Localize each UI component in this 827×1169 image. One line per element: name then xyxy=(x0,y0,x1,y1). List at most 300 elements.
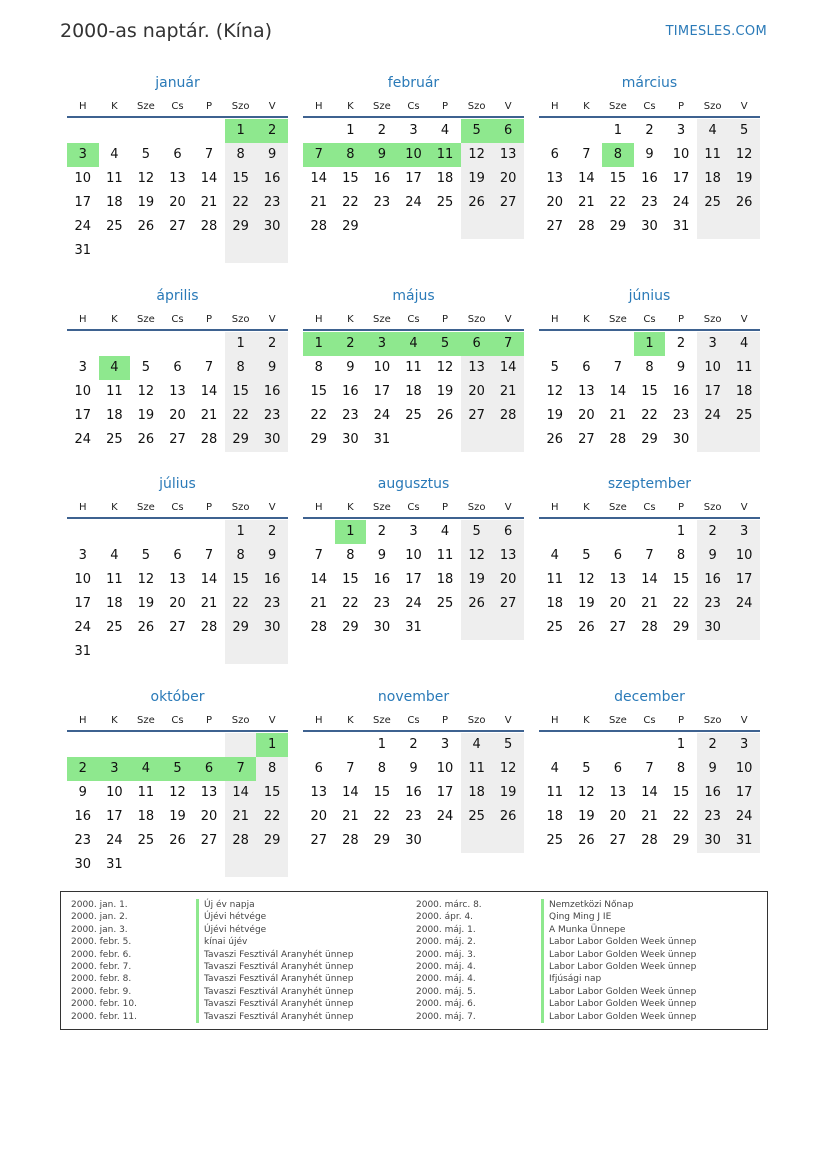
day-cell: 5 xyxy=(162,757,194,781)
day-cell: 23 xyxy=(373,195,391,210)
day-cell: 24 xyxy=(74,219,92,234)
day-cell: 18 xyxy=(546,809,564,824)
day-cell: 20 xyxy=(492,167,524,191)
day-cell: 22 xyxy=(225,404,257,428)
day-cell: 23 xyxy=(373,596,391,611)
day-cell: 3 xyxy=(697,332,729,356)
day-cell: 21 xyxy=(342,809,359,824)
empty-day-cell xyxy=(162,332,194,356)
month-name: november xyxy=(377,689,450,705)
day-cell: 23 xyxy=(405,809,422,824)
holiday-row xyxy=(71,936,353,948)
day-cell: 11 xyxy=(461,757,493,781)
empty-day-cell xyxy=(130,520,162,544)
day-cell: 2 xyxy=(256,520,288,544)
empty-day-cell xyxy=(539,520,571,544)
day-cell: 7 xyxy=(645,761,654,776)
day-cell: 22 xyxy=(342,596,359,611)
empty-day-cell xyxy=(398,428,430,452)
day-cell: 21 xyxy=(641,596,658,611)
day-cell: 25 xyxy=(546,833,564,848)
day-cell: 18 xyxy=(436,572,454,587)
day-cell: 22 xyxy=(310,408,328,423)
empty-day-cell xyxy=(366,215,398,239)
month-name: március xyxy=(621,75,678,91)
holiday-row xyxy=(71,911,353,923)
day-cell: 18 xyxy=(106,195,123,210)
weekday-label: P xyxy=(678,101,685,112)
day-cell: 22 xyxy=(225,592,257,616)
day-cell: 28 xyxy=(200,620,218,635)
day-cell: 24 xyxy=(405,596,422,611)
day-cell: 14 xyxy=(200,572,218,587)
day-cell: 5 xyxy=(550,360,559,375)
holiday-name: Tavaszi Fesztivál Aranyhét ünnep xyxy=(196,949,353,961)
weekday-header xyxy=(539,710,760,732)
day-cell: 25 xyxy=(436,596,454,611)
month-name: december xyxy=(614,689,685,705)
empty-day-cell xyxy=(398,215,430,239)
weekday-label: P xyxy=(442,101,449,112)
empty-day-cell xyxy=(130,119,162,143)
empty-day-cell xyxy=(225,640,257,664)
brand-link[interactable]: TIMESLES.COM xyxy=(665,24,767,39)
weekday-label: H xyxy=(551,101,559,112)
weekday-label: V xyxy=(504,502,512,513)
weekday-label: Szo xyxy=(467,314,486,325)
weekday-label: Cs xyxy=(171,715,184,726)
day-cell: 17 xyxy=(405,171,422,186)
weekday-label: V xyxy=(740,314,748,325)
day-cell: 10 xyxy=(405,548,422,563)
weekday-header xyxy=(67,309,288,331)
day-cell: 9 xyxy=(645,147,654,162)
weekday-header xyxy=(539,309,760,331)
holiday-date: 2000. máj. 1. xyxy=(416,924,476,935)
weekday-label: Szo xyxy=(231,502,250,513)
day-cell: 8 xyxy=(346,548,355,563)
empty-day-cell xyxy=(634,733,666,757)
month-2 xyxy=(303,70,524,239)
weekday-label: H xyxy=(315,314,323,325)
day-cell: 10 xyxy=(373,360,391,375)
day-cell: 19 xyxy=(461,167,493,191)
day-cell: 1 xyxy=(676,524,686,539)
day-cell: 1 xyxy=(676,737,686,752)
day-cell: 14 xyxy=(225,781,257,805)
holiday-name: Qing Ming J IE xyxy=(541,911,611,923)
day-cell: 6 xyxy=(582,360,591,375)
day-cell: 13 xyxy=(461,356,493,380)
weekday-label: V xyxy=(504,101,512,112)
holiday-date: 2000. ápr. 4. xyxy=(416,912,474,923)
day-cell: 8 xyxy=(225,143,257,167)
day-cell: 16 xyxy=(342,384,359,399)
day-cell: 21 xyxy=(200,195,218,210)
day-cell: 19 xyxy=(546,408,564,423)
empty-day-cell xyxy=(99,332,131,356)
weekday-label: Szo xyxy=(467,101,486,112)
month-3 xyxy=(539,70,760,239)
day-cell: 16 xyxy=(256,167,288,191)
day-cell: 3 xyxy=(409,123,418,138)
day-cell: 5 xyxy=(141,360,151,375)
day-cell: 17 xyxy=(728,781,760,805)
empty-day-cell xyxy=(697,428,729,452)
holiday-date: 2000. febr. 8. xyxy=(71,974,132,985)
day-cell: 10 xyxy=(436,761,454,776)
holiday-row xyxy=(416,911,696,923)
weekday-label: H xyxy=(551,715,559,726)
holiday-name: kínai újév xyxy=(196,936,247,948)
holiday-column-right xyxy=(416,899,696,1023)
day-cell: 6 xyxy=(613,761,623,776)
month-name: május xyxy=(392,288,435,304)
day-cell: 22 xyxy=(672,809,690,824)
month-6 xyxy=(539,283,760,452)
weekday-label: Szo xyxy=(231,314,250,325)
holiday-row xyxy=(71,986,353,998)
empty-day-cell xyxy=(429,215,461,239)
day-cell: 12 xyxy=(546,384,564,399)
weekday-label: Szo xyxy=(703,502,722,513)
day-cell: 29 xyxy=(641,432,658,447)
day-cell: 31 xyxy=(74,644,92,659)
day-cell: 6 xyxy=(193,757,225,781)
holiday-date: 2000. febr. 7. xyxy=(71,961,132,972)
weekday-label: K xyxy=(583,314,590,325)
empty-day-cell xyxy=(492,829,524,853)
day-cell: 19 xyxy=(578,809,595,824)
holiday-row xyxy=(71,924,353,936)
weekday-label: Sze xyxy=(609,502,627,513)
empty-day-cell xyxy=(461,829,493,853)
day-cell: 11 xyxy=(728,356,760,380)
holiday-date: 2000. febr. 6. xyxy=(71,949,132,960)
day-cell: 11 xyxy=(546,572,564,587)
day-cell: 1 xyxy=(256,733,288,757)
day-cell: 24 xyxy=(672,195,690,210)
empty-day-cell xyxy=(728,428,760,452)
empty-day-cell xyxy=(571,119,603,143)
day-cell: 13 xyxy=(169,572,186,587)
weekday-label: P xyxy=(442,502,449,513)
day-cell: 25 xyxy=(405,408,422,423)
weekday-label: Sze xyxy=(137,101,155,112)
day-cell: 9 xyxy=(256,356,288,380)
day-grid xyxy=(67,732,288,877)
holiday-name: Nemzetközi Nőnap xyxy=(541,899,633,911)
holiday-row xyxy=(71,949,353,961)
day-cell: 13 xyxy=(492,544,524,568)
holiday-name: Tavaszi Fesztivál Aranyhét ünnep xyxy=(196,986,353,998)
day-cell: 28 xyxy=(578,219,595,234)
month-10 xyxy=(67,684,288,877)
holiday-name: Újévi hétvége xyxy=(196,924,266,936)
day-cell: 2 xyxy=(645,123,654,138)
day-cell: 19 xyxy=(137,195,155,210)
weekday-label: V xyxy=(268,502,276,513)
day-cell: 4 xyxy=(461,733,493,757)
day-cell: 1 xyxy=(377,737,387,752)
weekday-label: Cs xyxy=(643,314,656,325)
empty-day-cell xyxy=(193,853,225,877)
empty-day-cell xyxy=(193,332,225,356)
day-cell: 11 xyxy=(436,548,454,563)
holiday-date: 2000. febr. 11. xyxy=(71,1011,137,1022)
day-cell: 3 xyxy=(99,757,131,781)
weekday-label: V xyxy=(268,314,276,325)
weekday-label: V xyxy=(740,715,748,726)
empty-day-cell xyxy=(193,239,225,263)
empty-day-cell xyxy=(461,616,493,640)
day-cell: 20 xyxy=(461,380,493,404)
empty-day-cell xyxy=(162,853,194,877)
day-cell: 4 xyxy=(130,757,162,781)
day-cell: 25 xyxy=(546,620,564,635)
day-cell: 9 xyxy=(676,360,686,375)
day-cell: 17 xyxy=(405,572,422,587)
day-cell: 14 xyxy=(310,572,328,587)
day-cell: 1 xyxy=(225,520,257,544)
day-cell: 8 xyxy=(314,360,323,375)
holiday-name: Tavaszi Fesztivál Aranyhét ünnep xyxy=(196,961,353,973)
day-cell: 20 xyxy=(578,408,595,423)
weekday-label: P xyxy=(206,502,213,513)
holiday-name: Újévi hétvége xyxy=(196,911,266,923)
day-cell: 12 xyxy=(578,572,595,587)
day-cell: 1 xyxy=(225,119,257,143)
day-cell: 21 xyxy=(225,805,257,829)
day-cell: 27 xyxy=(609,620,627,635)
day-cell: 19 xyxy=(137,596,155,611)
day-cell: 29 xyxy=(672,620,690,635)
weekday-header xyxy=(67,710,288,732)
empty-day-cell xyxy=(130,853,162,877)
day-cell: 6 xyxy=(173,147,182,162)
day-cell: 12 xyxy=(137,384,155,399)
empty-day-cell xyxy=(99,119,131,143)
day-cell: 11 xyxy=(405,360,422,375)
day-cell: 3 xyxy=(409,524,418,539)
holiday-row xyxy=(416,986,696,998)
day-cell: 29 xyxy=(310,432,328,447)
empty-day-cell xyxy=(130,733,162,757)
day-cell: 4 xyxy=(440,123,450,138)
day-cell: 28 xyxy=(225,829,257,853)
day-cell: 2 xyxy=(256,119,288,143)
day-cell: 4 xyxy=(110,548,119,563)
empty-day-cell xyxy=(67,520,99,544)
day-cell: 30 xyxy=(342,432,359,447)
day-cell: 3 xyxy=(78,548,87,563)
empty-day-cell xyxy=(130,332,162,356)
empty-day-cell xyxy=(193,640,225,664)
empty-day-cell xyxy=(99,733,131,757)
day-cell: 22 xyxy=(373,809,391,824)
empty-day-cell xyxy=(602,520,634,544)
day-cell: 10 xyxy=(398,143,430,167)
holiday-name: Labor Labor Golden Week ünnep xyxy=(541,961,696,973)
weekday-label: H xyxy=(551,502,559,513)
day-cell: 14 xyxy=(641,572,658,587)
weekday-header xyxy=(539,96,760,118)
day-cell: 15 xyxy=(342,572,359,587)
day-cell: 8 xyxy=(225,544,257,568)
day-cell: 1 xyxy=(346,123,355,138)
day-cell: 17 xyxy=(106,809,123,824)
day-cell: 18 xyxy=(697,167,729,191)
day-cell: 15 xyxy=(342,171,359,186)
day-cell: 8 xyxy=(602,143,634,167)
empty-day-cell xyxy=(162,239,194,263)
holiday-name: Ifjúsági nap xyxy=(541,973,601,985)
empty-day-cell xyxy=(99,520,131,544)
day-cell: 23 xyxy=(74,833,92,848)
holiday-date: 2000. jan. 1. xyxy=(71,900,128,910)
day-cell: 2 xyxy=(377,123,387,138)
day-cell: 24 xyxy=(74,620,92,635)
day-cell: 18 xyxy=(728,380,760,404)
day-cell: 27 xyxy=(546,219,564,234)
day-cell: 20 xyxy=(169,596,186,611)
day-cell: 17 xyxy=(74,408,92,423)
empty-day-cell xyxy=(225,239,257,263)
day-cell: 21 xyxy=(609,408,627,423)
month-name: február xyxy=(387,75,440,91)
day-cell: 31 xyxy=(728,829,760,853)
empty-day-cell xyxy=(461,215,493,239)
weekday-label: Cs xyxy=(407,502,420,513)
month-11 xyxy=(303,684,524,853)
day-cell: 1 xyxy=(225,332,257,356)
day-grid xyxy=(303,732,524,853)
day-cell: 25 xyxy=(106,432,123,447)
day-cell: 10 xyxy=(672,147,690,162)
weekday-label: Szo xyxy=(231,101,250,112)
day-cell: 3 xyxy=(78,360,87,375)
day-cell: 14 xyxy=(342,785,359,800)
day-cell: 7 xyxy=(225,757,257,781)
day-cell: 10 xyxy=(728,544,760,568)
day-cell: 5 xyxy=(141,548,151,563)
month-name: október xyxy=(150,689,205,705)
holiday-date: 2000. máj. 3. xyxy=(416,949,476,960)
day-cell: 29 xyxy=(672,833,690,848)
month-name: augusztus xyxy=(377,476,450,492)
weekday-label: V xyxy=(504,715,512,726)
day-cell: 11 xyxy=(106,171,123,186)
holiday-name: Tavaszi Fesztivál Aranyhét ünnep xyxy=(196,973,353,985)
day-cell: 25 xyxy=(461,805,493,829)
day-cell: 15 xyxy=(225,568,257,592)
day-cell: 13 xyxy=(169,171,186,186)
holiday-date: 2000. máj. 5. xyxy=(416,986,476,997)
day-cell: 30 xyxy=(672,432,690,447)
weekday-label: Sze xyxy=(137,314,155,325)
empty-day-cell xyxy=(492,428,524,452)
weekday-label: Szo xyxy=(231,715,250,726)
weekday-label: Sze xyxy=(373,502,391,513)
weekday-label: K xyxy=(347,715,354,726)
weekday-label: P xyxy=(442,715,449,726)
weekday-header xyxy=(67,497,288,519)
day-cell: 14 xyxy=(310,171,328,186)
day-cell: 30 xyxy=(697,829,729,853)
day-cell: 12 xyxy=(137,572,155,587)
day-cell: 19 xyxy=(137,408,155,423)
weekday-label: K xyxy=(583,715,590,726)
day-grid xyxy=(539,519,760,640)
day-cell: 30 xyxy=(641,219,658,234)
day-cell: 29 xyxy=(609,219,627,234)
day-cell: 16 xyxy=(672,384,690,399)
day-cell: 9 xyxy=(346,360,355,375)
day-cell: 5 xyxy=(429,332,461,356)
day-cell: 29 xyxy=(225,616,257,640)
day-cell: 15 xyxy=(225,380,257,404)
day-cell: 31 xyxy=(672,219,690,234)
day-cell: 24 xyxy=(405,195,422,210)
day-cell: 13 xyxy=(546,171,564,186)
weekday-header xyxy=(303,96,524,118)
empty-day-cell xyxy=(429,428,461,452)
day-grid xyxy=(67,331,288,452)
day-cell: 4 xyxy=(440,524,450,539)
day-cell: 19 xyxy=(169,809,186,824)
empty-day-cell xyxy=(130,640,162,664)
empty-day-cell xyxy=(256,640,288,664)
day-cell: 22 xyxy=(342,195,359,210)
day-cell: 15 xyxy=(672,572,690,587)
day-cell: 25 xyxy=(106,219,123,234)
day-cell: 26 xyxy=(137,620,155,635)
day-cell: 11 xyxy=(137,785,155,800)
day-cell: 21 xyxy=(492,380,524,404)
empty-day-cell xyxy=(461,428,493,452)
day-cell: 26 xyxy=(492,805,524,829)
empty-day-cell xyxy=(130,239,162,263)
day-cell: 27 xyxy=(461,404,493,428)
day-cell: 25 xyxy=(728,404,760,428)
day-cell: 8 xyxy=(645,360,654,375)
day-cell: 17 xyxy=(74,195,92,210)
weekday-label: Cs xyxy=(643,715,656,726)
day-cell: 9 xyxy=(377,548,387,563)
day-cell: 8 xyxy=(225,356,257,380)
day-cell: 15 xyxy=(609,171,627,186)
day-cell: 23 xyxy=(256,191,288,215)
weekday-label: Cs xyxy=(171,502,184,513)
day-cell: 11 xyxy=(106,572,123,587)
day-cell: 29 xyxy=(225,428,257,452)
weekday-label: Cs xyxy=(407,314,420,325)
empty-day-cell xyxy=(193,733,225,757)
day-cell: 26 xyxy=(169,833,186,848)
empty-day-cell xyxy=(429,616,461,640)
day-cell: 5 xyxy=(582,548,591,563)
day-cell: 26 xyxy=(137,432,155,447)
day-cell: 8 xyxy=(335,143,367,167)
day-cell: 9 xyxy=(256,544,288,568)
empty-day-cell xyxy=(335,733,367,757)
empty-day-cell xyxy=(99,239,131,263)
day-cell: 18 xyxy=(546,596,564,611)
holiday-name: Labor Labor Golden Week ünnep xyxy=(541,949,696,961)
day-cell: 18 xyxy=(106,408,123,423)
day-cell: 2 xyxy=(256,332,288,356)
weekday-label: K xyxy=(111,715,118,726)
